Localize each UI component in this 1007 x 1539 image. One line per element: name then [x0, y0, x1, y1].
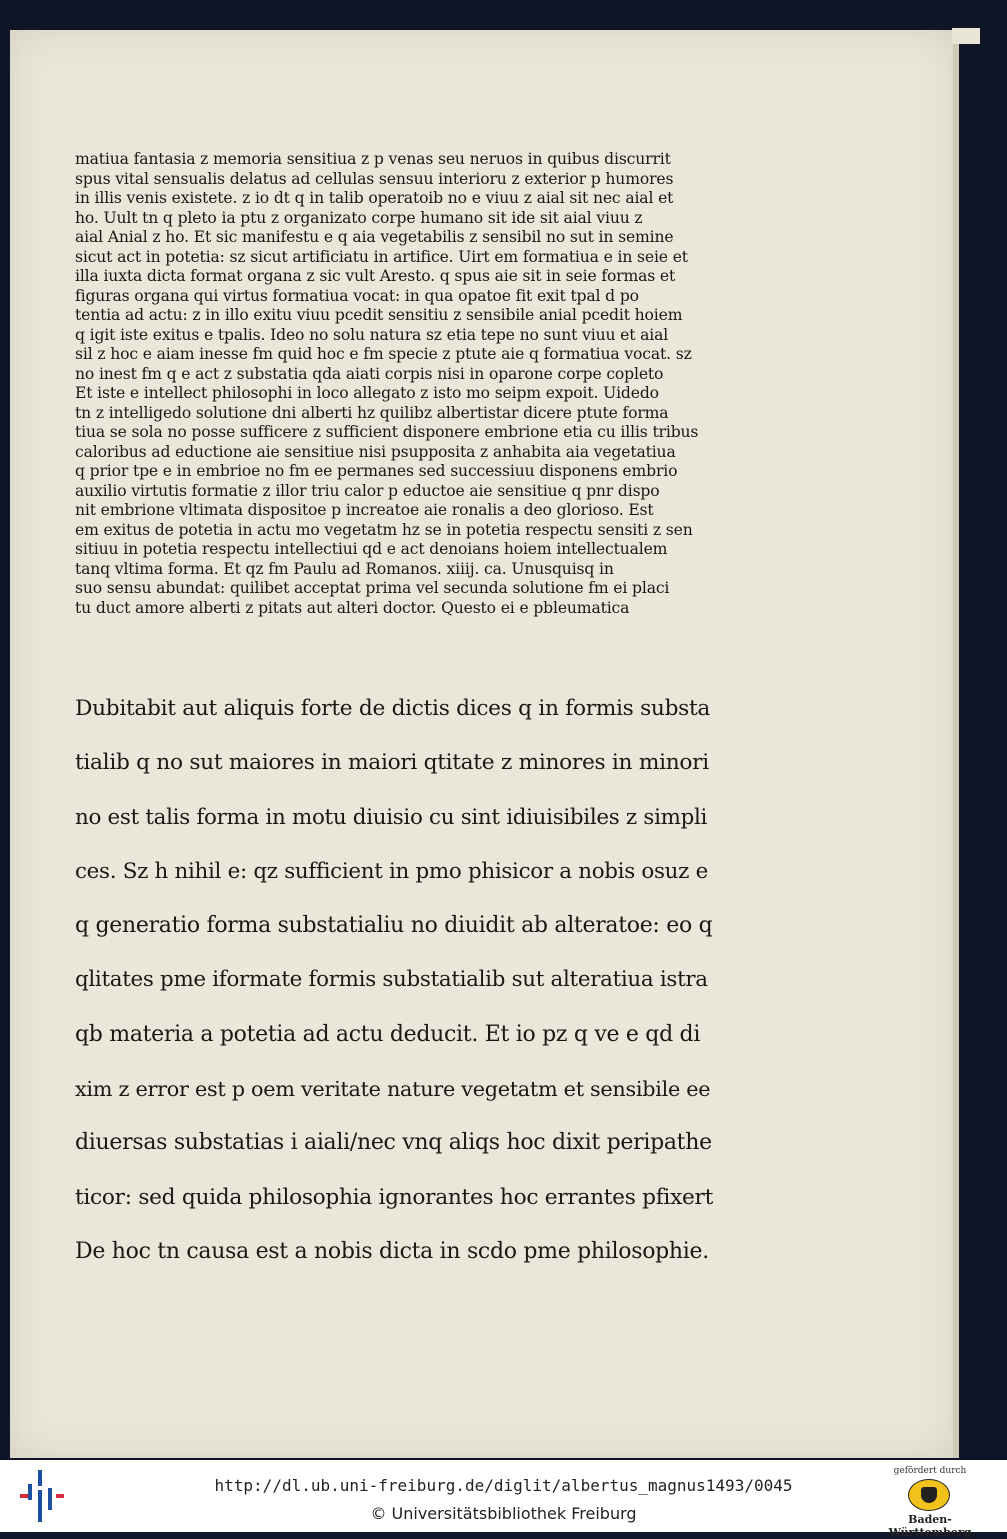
text-line: matiua fantasia z memoria sensitiua z p venas seu neruos in quibus discurrit [75, 150, 671, 168]
text-line: no inest fm q e act z substatia qda aiati corpis nisi in oparone corpe copleto [75, 364, 664, 383]
text-line: suo sensu abundat: quilibet acceptat prima vel secunda solutione fm ei placi [75, 579, 670, 597]
text-line: sitiuu in potetia respectu intellectiui qd e act denoians hoiem intellectualem [75, 540, 668, 558]
text-line: tialib q no sut maiores in maiori qtitate z minores in minori [75, 750, 709, 776]
text-line: ho. Uult tn q pleto ia ptu z organizato corpe humano sit ide sit aial viuu z [75, 208, 643, 227]
text-line: ticor: sed quida philosophia ignorantes hoc errantes pfixert [75, 1184, 714, 1210]
text-line: Dubitabit aut aliquis forte de dictis dices q in formis substa [75, 696, 711, 721]
text-line: nit embrione vltimata dispositoe p increatoe aie ronalis a deo glorioso. Est [75, 501, 654, 519]
sponsor-caption: gefördert durch [893, 1466, 967, 1476]
text-line: Et iste e intellect philosophi in loco allegato z isto mo seipm expoit. Uidedo [75, 384, 659, 402]
text-line: q generatio forma substatialiu no diuidit ab alteratoe: eo q [75, 913, 713, 939]
text-line: tu duct amore alberti z pitats aut alteri doctor. Questo ei e pbleumatica [75, 598, 630, 617]
text-line: tiua se sola no posse sufficere z sufficient disponere embrione etia cu illis tribus [75, 423, 699, 441]
text-line: em exitus de potetia in actu mo vegetatm hz se in potetia respectu sensiti z sen [75, 520, 693, 539]
text-line: qb materia a potetia ad actu deducit. Et io pz q ve e qd di [75, 1021, 701, 1047]
text-line: sil z hoc e aiam inesse fm quid hoc e fm specie z ptute aie q formatiua vocat. sz [75, 345, 692, 363]
text-line: tn z intelligedo solutione dni alberti hz quilibz albertistar dicere ptute forma [75, 403, 669, 422]
text-line: tentia ad actu: z in illo exitu viuu pcedit sensitiu z sensibile anial pcedit hoiem [75, 306, 683, 324]
page-edge [953, 30, 959, 1458]
text-line: spus vital sensualis delatus ad cellulas sensuu interioru z exterior p humores [75, 169, 674, 188]
text-line: q igit iste exitus e tpalis. Ideo no solu natura sz etia tepe no sunt viuu et aial [75, 325, 669, 344]
text-line: figuras organa qui virtus formatiua vocat: in qua opatoe fit exit tpal d po [75, 286, 639, 305]
text-line: no est talis forma in motu diuisio cu sint idiuisibiles z simpli [75, 804, 708, 830]
state-seal-icon [908, 1479, 950, 1511]
copyright-text: © Universitätsbibliothek Freiburg [370, 1504, 637, 1523]
text-line: diuersas substatias i aiali/nec vnq aliqs hoc dixit peripathe [75, 1130, 712, 1156]
permalink-url[interactable]: http://dl.ub.uni-freiburg.de/diglit/albertus_magnus1493/0045 [214, 1476, 793, 1495]
text-line: aial Anial z ho. Et sic manifestu e q aia vegetabilis z sensibil no sut in semine [75, 228, 674, 246]
page-corner [952, 28, 980, 44]
text-line: auxilio virtutis formatie z illor triu calor p eductoe aie sensitiue q pnr dispo [75, 481, 660, 500]
text-line: ces. Sz h nihil e: qz sufficient in pmo phisicor a nobis osuz e [75, 858, 708, 884]
text-line: caloribus ad eductione aie sensitiue nisi psupposita z anhabita aia vegetatiua [75, 442, 676, 461]
sponsor-name: Baden-Württemberg [888, 1513, 972, 1539]
text-line: xim z error est p oem veritate nature vegetatm et sensibile ee [75, 1077, 711, 1102]
body-text-large [75, 682, 715, 1279]
text-line: in illis venis existete. z io dt q in talib operatoib no e viuu z aial sit nec aial et [75, 189, 674, 207]
text-line: sicut act in potetia: sz sicut artificiatu in artifice. Uirt em formatiua e in seie et [75, 247, 688, 266]
footer-bar [0, 1460, 1007, 1539]
body-text-small [75, 150, 715, 618]
text-line: q prior tpe e in embrioe no fm ee permanes sed successiuu disponens embrio [75, 462, 678, 480]
text-line: illa iuxta dicta format organa z sic vult Aresto. q spus aie sit in seie formas et [75, 267, 676, 285]
text-line: qlitates pme iformate formis substatialib sut alteratiua istra [75, 967, 708, 993]
text-line: tanq vltima forma. Et qz fm Paulu ad Romanos. xiiij. ca. Unusquisq in [75, 559, 614, 578]
text-line: De hoc tn causa est a nobis dicta in scdo pme philosophie. [75, 1238, 709, 1264]
